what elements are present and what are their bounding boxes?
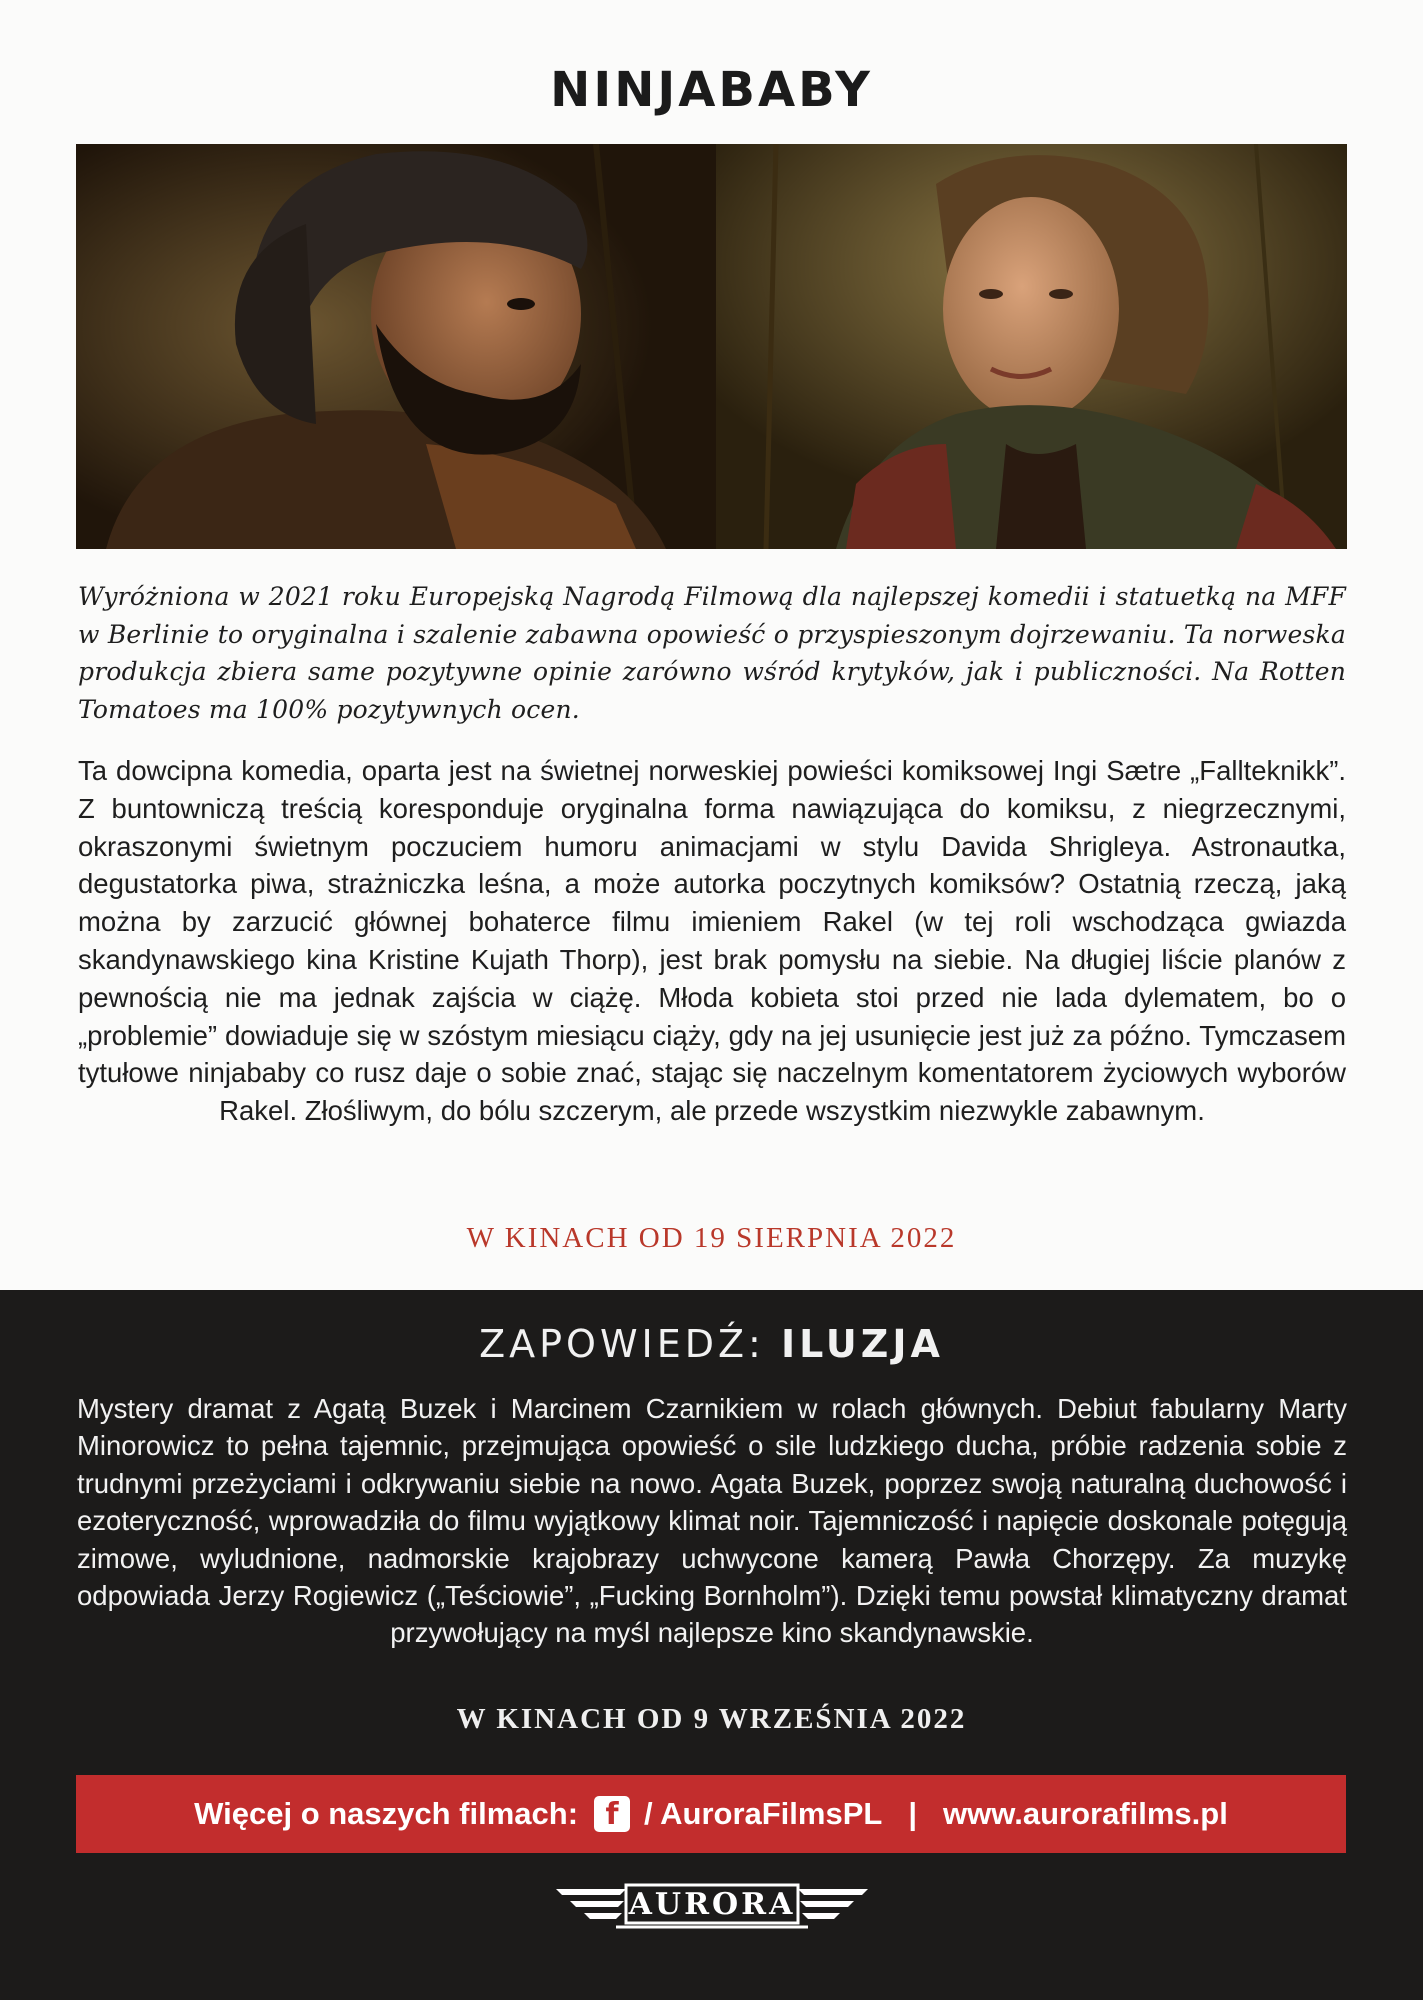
- description-paragraph: Ta dowcipna komedia, oparta jest na świetnej norweskiej powieści komiksowej Ingi Sætre „Fallteknikk”. Z buntowniczą treścią koresponduje oryginalna forma nawiązująca do komiksu, z niegrzecznymi, okraszonymi świetnym poczuciem humoru animacjami w stylu Davida Shrigleya. Astronautka, degustatorka piwa, strażniczka leśna, a może autorka poczytnych komiksów? Ostatnią rzeczą, jaką można by zarzucić głównej bohaterce filmu imieniem Rakel (w tej roli wschodząca gwiazda skandynawskiego kina Kristine Kujath Thorp), jest brak pomysłu na siebie. Na długiej liście planów z pewnością nie ma jednak zajścia w ciążę. Młoda kobieta stoi przed nie lada dylematem, bo o „problemie” dowiaduje się w szóstym miesiącu ciąży, gdy na jej usunięcie jest już za późno. Tymczasem tytułowe ninjababy co rusz daje o sobie znać, stając się naczelnym komentatorem życiowych wyborów Rakel. Złośliwym, do bólu szczerym, ale przede wszystkim niezwykle zabawnym.: [78, 755, 1346, 1127]
- social-banner: [76, 1775, 1346, 1853]
- film-still-photo: [76, 144, 1347, 549]
- website-link[interactable]: www.aurorafilms.pl: [943, 1796, 1228, 1831]
- banner-lead-text: Więcej o naszych filmach:: [194, 1796, 579, 1831]
- release-date: W KINACH OD 19 SIERPNIA 2022: [466, 1222, 957, 1254]
- lead-paragraph: Wyróżniona w 2021 roku Europejską Nagrodą Filmową dla najlepszej komedii i statuetką na MFF w Berlinie to oryginalna i szalenie zabawna opowieść o przyspieszonym dojrzewaniu. Ta norweska produkcja zbiera same pozytywne opinie zarówno wśród krytyków, jak i publiczności. Na Rotten Tomatoes ma 100% pozytywnych ocen.: [78, 582, 1346, 724]
- facebook-icon[interactable]: f: [594, 1796, 630, 1832]
- facebook-link[interactable]: / AuroraFilmsPL: [644, 1796, 883, 1831]
- film-title: NINJABABY: [550, 62, 873, 118]
- aurora-logo: [556, 1883, 868, 1931]
- announcement-film-title: ILUZJA: [780, 1322, 944, 1366]
- announcement-heading: [0, 1322, 1423, 1366]
- announcement-prefix: ZAPOWIEDŹ:: [479, 1322, 765, 1366]
- announcement-release-date: W KINACH OD 9 WRZEŚNIA 2022: [456, 1703, 967, 1735]
- announcement-description: Mystery dramat z Agatą Buzek i Marcinem Czarnikiem w rolach głównych. Debiut fabularny Marty Minorowicz to pełna tajemnic, przejmująca opowieść o sile ludzkiego ducha, próbie radzenia sobie z trudnymi przeżyciami i odkrywaniu siebie na nowo. Agata Buzek, poprzez swoją naturalną duchowość i ezoteryczność, wprowadziła do filmu wyjątkowy klimat noir. Tajemniczość i napięcie doskonale potęgują zimowe, wyludnione, nadmorskie krajobrazy uchwycone kamerą Pawła Chorzępy. Za muzykę odpowiada Jerzy Rogiewicz („Teściowie”, „Fucking Bornholm”). Dzięki temu powstał klimatyczny dramat przywołujący na myśl najlepsze kino skandynawskie.: [77, 1393, 1347, 1649]
- banner-separator: |: [908, 1796, 918, 1831]
- announcement-section: [0, 1290, 1423, 2000]
- aurora-logo-text: AURORA: [628, 1887, 796, 1922]
